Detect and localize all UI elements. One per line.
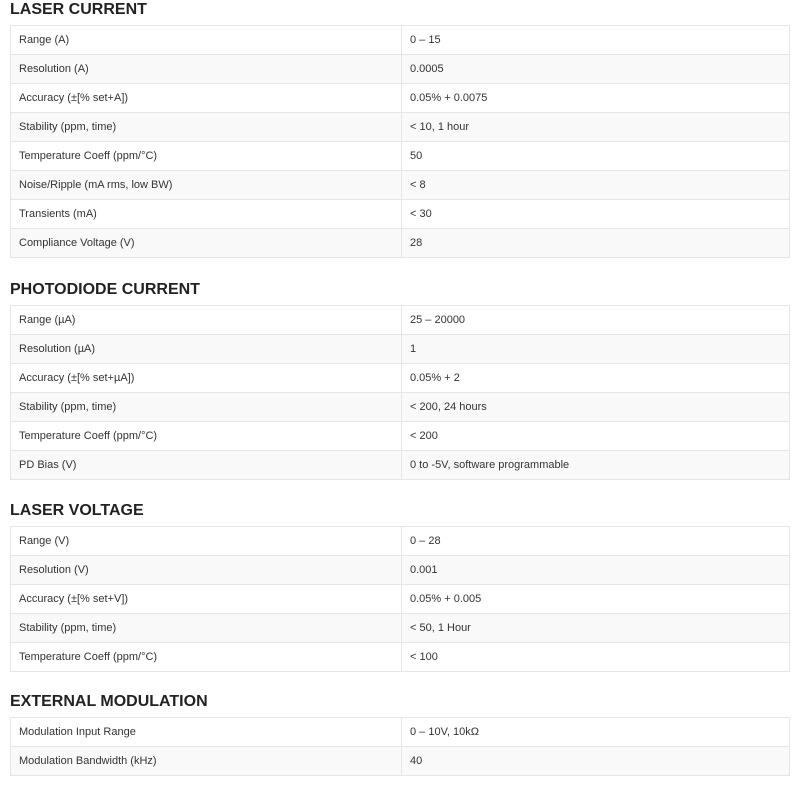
table-row bbox=[11, 393, 790, 422]
value-cell: 0.05% + 0.0075 bbox=[402, 84, 790, 113]
param-cell: Stability (ppm, time) bbox=[11, 113, 402, 142]
table-row bbox=[11, 643, 790, 672]
table-row bbox=[11, 718, 790, 747]
spec-table bbox=[10, 25, 790, 258]
param-cell: Stability (ppm, time) bbox=[11, 393, 402, 422]
value-cell: 25 – 20000 bbox=[402, 306, 790, 335]
param-cell: Stability (ppm, time) bbox=[11, 614, 402, 643]
section-title: PHOTODIODE CURRENT bbox=[10, 281, 200, 298]
value-cell: 0.001 bbox=[402, 556, 790, 585]
param-cell: Modulation Input Range bbox=[11, 718, 402, 747]
value-cell: < 200, 24 hours bbox=[402, 393, 790, 422]
table-row bbox=[11, 26, 790, 55]
param-cell: Temperature Coeff (ppm/°C) bbox=[11, 142, 402, 171]
param-cell: Transients (mA) bbox=[11, 200, 402, 229]
spec-table bbox=[10, 526, 790, 672]
value-cell: 0.0005 bbox=[402, 55, 790, 84]
value-cell: < 8 bbox=[402, 171, 790, 200]
value-cell: < 30 bbox=[402, 200, 790, 229]
table-row bbox=[11, 113, 790, 142]
table-row bbox=[11, 84, 790, 113]
table-row bbox=[11, 335, 790, 364]
param-cell: Modulation Bandwidth (kHz) bbox=[11, 747, 402, 776]
value-cell: 0 – 10V, 10kΩ bbox=[402, 718, 790, 747]
value-cell: 0 – 28 bbox=[402, 527, 790, 556]
param-cell: Temperature Coeff (ppm/°C) bbox=[11, 643, 402, 672]
table-row bbox=[11, 171, 790, 200]
table-row bbox=[11, 306, 790, 335]
value-cell: < 200 bbox=[402, 422, 790, 451]
param-cell: Range (V) bbox=[11, 527, 402, 556]
param-cell: Resolution (µA) bbox=[11, 335, 402, 364]
param-cell: Accuracy (±[% set+µA]) bbox=[11, 364, 402, 393]
value-cell: 28 bbox=[402, 229, 790, 258]
section-laser-voltage bbox=[10, 501, 790, 672]
table-row bbox=[11, 55, 790, 84]
table-row bbox=[11, 451, 790, 480]
value-cell: 1 bbox=[402, 335, 790, 364]
table-row bbox=[11, 142, 790, 171]
section-title: LASER CURRENT bbox=[10, 1, 147, 18]
param-cell: Accuracy (±[% set+V]) bbox=[11, 585, 402, 614]
value-cell: 0 – 15 bbox=[402, 26, 790, 55]
table-row bbox=[11, 747, 790, 776]
param-cell: Compliance Voltage (V) bbox=[11, 229, 402, 258]
section-title: EXTERNAL MODULATION bbox=[10, 693, 208, 710]
param-cell: Accuracy (±[% set+A]) bbox=[11, 84, 402, 113]
param-cell: Range (µA) bbox=[11, 306, 402, 335]
table-row bbox=[11, 364, 790, 393]
table-row bbox=[11, 614, 790, 643]
table-row bbox=[11, 556, 790, 585]
table-row bbox=[11, 229, 790, 258]
param-cell: PD Bias (V) bbox=[11, 451, 402, 480]
section-photodiode-current bbox=[10, 280, 790, 480]
table-row bbox=[11, 422, 790, 451]
param-cell: Noise/Ripple (mA rms, low BW) bbox=[11, 171, 402, 200]
table-row bbox=[11, 585, 790, 614]
section-external-modulation bbox=[10, 692, 790, 776]
table-row bbox=[11, 200, 790, 229]
spec-table bbox=[10, 717, 790, 776]
section-title: LASER VOLTAGE bbox=[10, 502, 144, 519]
param-cell: Temperature Coeff (ppm/°C) bbox=[11, 422, 402, 451]
value-cell: 40 bbox=[402, 747, 790, 776]
value-cell: 0.05% + 0.005 bbox=[402, 585, 790, 614]
param-cell: Range (A) bbox=[11, 26, 402, 55]
section-laser-current bbox=[10, 0, 790, 258]
param-cell: Resolution (V) bbox=[11, 556, 402, 585]
value-cell: < 100 bbox=[402, 643, 790, 672]
param-cell: Resolution (A) bbox=[11, 55, 402, 84]
value-cell: < 10, 1 hour bbox=[402, 113, 790, 142]
spec-table bbox=[10, 305, 790, 480]
value-cell: 0 to -5V, software programmable bbox=[402, 451, 790, 480]
value-cell: 50 bbox=[402, 142, 790, 171]
value-cell: < 50, 1 Hour bbox=[402, 614, 790, 643]
table-row bbox=[11, 527, 790, 556]
value-cell: 0.05% + 2 bbox=[402, 364, 790, 393]
